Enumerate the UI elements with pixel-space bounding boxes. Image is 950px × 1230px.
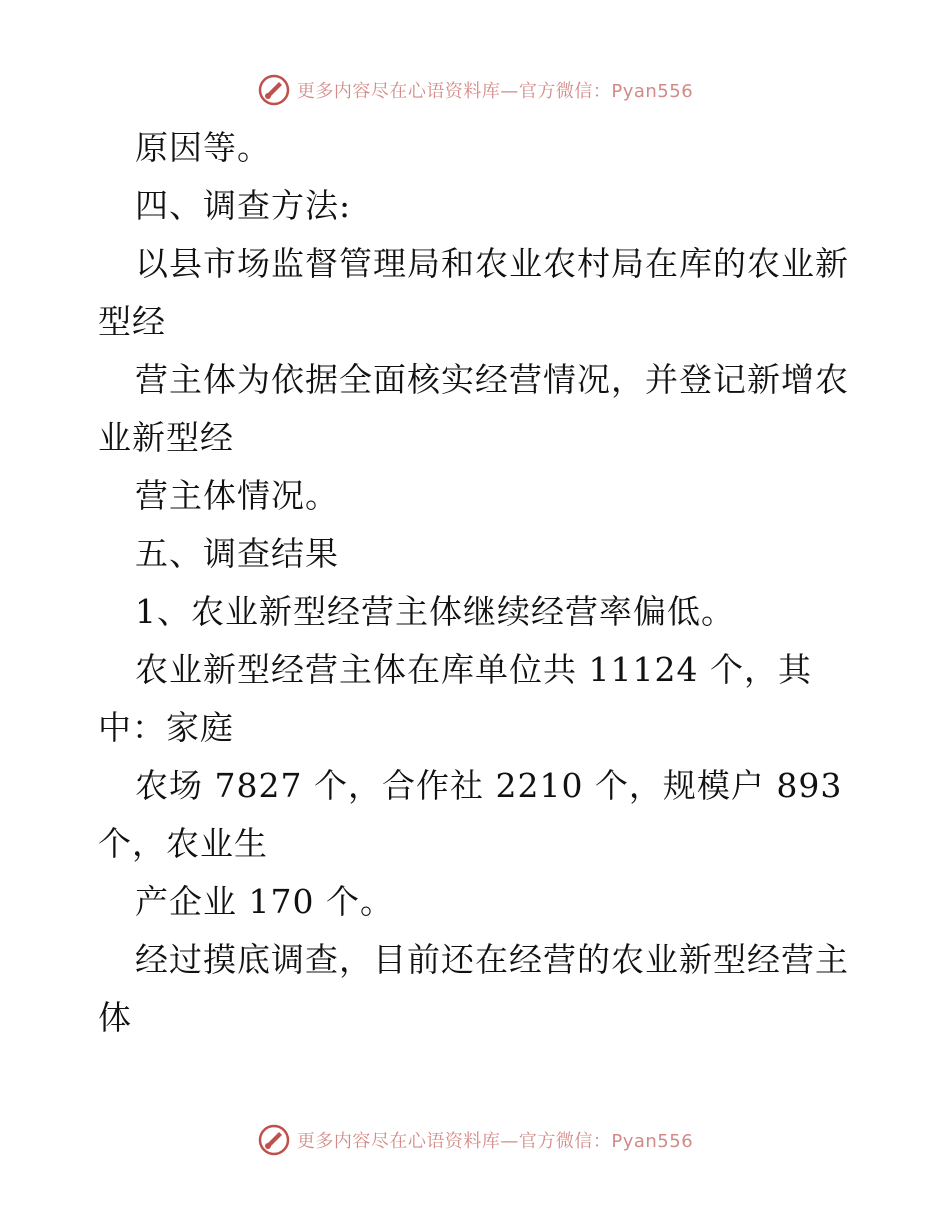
paragraph-line: 营主体为依据全面核实经营情况，并登记新增农 <box>135 360 849 399</box>
header-watermark-text: 更多内容尽在心语资料库—官方微信：Pyan556 <box>296 81 694 102</box>
paragraph-line: 营主体情况。 <box>135 476 339 515</box>
paragraph-line: 中：家庭 <box>98 708 234 747</box>
paragraph-line: 以县市场监督管理局和农业农村局在库的农业新 <box>135 244 849 283</box>
paragraph-line: 业新型经 <box>98 418 234 457</box>
paragraph-line: 产企业 170 个。 <box>135 882 394 921</box>
paragraph-line: 农业新型经营主体在库单位共 11124 个，其 <box>135 650 812 689</box>
paragraph-line: 农场 7827 个，合作社 2210 个，规模户 893 <box>135 766 843 805</box>
paragraph-line: 个，农业生 <box>98 824 268 863</box>
subsection-heading: 1、农业新型经营主体继续经营率偏低。 <box>135 592 735 631</box>
paragraph-line: 原因等。 <box>135 128 271 167</box>
section-heading: 四、调查方法: <box>135 186 352 225</box>
paragraph-line: 型经 <box>98 302 166 341</box>
section-heading: 五、调查结果 <box>135 534 339 573</box>
paragraph-line: 体 <box>98 998 132 1037</box>
paragraph-line: 经过摸底调查，目前还在经营的农业新型经营主 <box>135 940 849 979</box>
footer-watermark-text: 更多内容尽在心语资料库—官方微信：Pyan556 <box>296 1131 694 1152</box>
logo-icon <box>257 1123 291 1157</box>
footer-watermark <box>0 1120 950 1160</box>
